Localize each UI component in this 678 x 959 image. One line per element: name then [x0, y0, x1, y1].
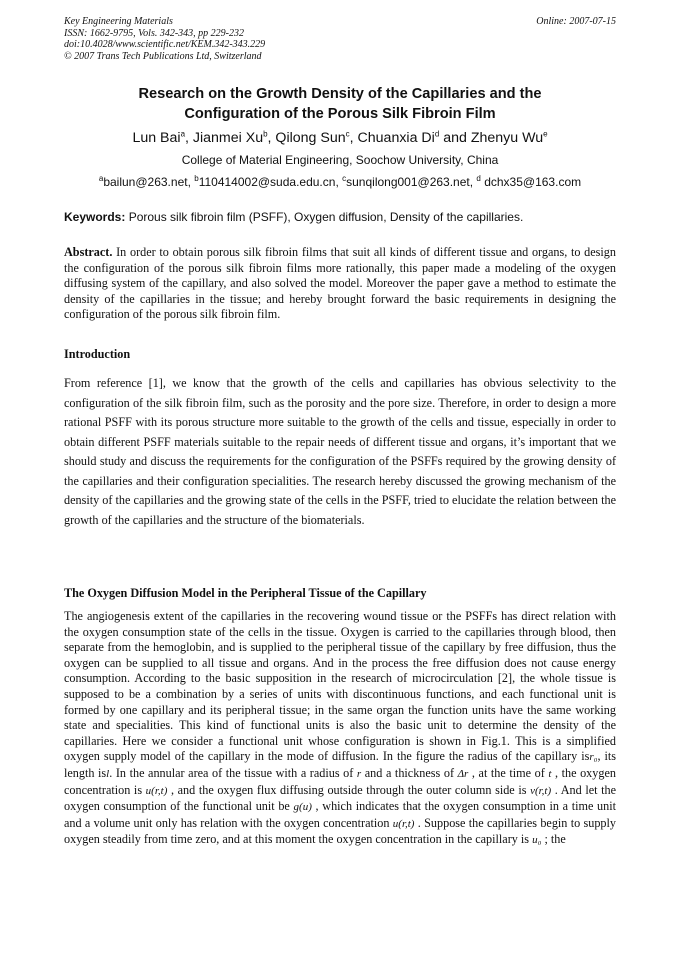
author-name: Lun Bai — [132, 130, 181, 146]
paragraph-text: The angiogenesis extent of the capillaries in the recovering wound tissue or the PSFFs has direct relation with the oxygen consumption state of the cells in the tissue. Oxygen is carried to the capillaries through blood, then separate from the hemoglobin, and is supplied to the peripheral tissue of the capillary by free diffusion, thus the oxygen can be supplied to all tissue and organs. And in the process the free diffusion does not cause energy consumption. According to the basic supposition in the research of microcirculation [2], the whole tissue is supposed to be a combination by a series of units with discontinuous functions, and each functional unit is formed by one capillary and its peripheral tissue; in the same organ the function units have the same working state and specialities. This kind of functional units is also the basic unit to determine the density of the capillaries. Here we consider a functional unit whose configuration is shown in Fig.1. This is a simplified oxygen supply model of the capillary in the mode of diffusion. In the figure the radius of the capillary is — [64, 609, 616, 764]
issn-line: ISSN: 1662-9795, Vols. 342-343, pp 229-232 — [64, 27, 244, 39]
paragraph-text: . Suppose the capillaries begin to supply oxygen steadily from time zero, and at this moment the oxygen concentration in the capillary is — [64, 815, 616, 847]
math-u0: u₀ — [532, 834, 542, 847]
paragraph-text: ; the — [541, 832, 566, 847]
paragraph-text: . And let the oxygen consumption of the functional unit be — [64, 782, 616, 814]
online-date: Online: 2007-07-15 — [536, 16, 616, 27]
math-delta-r: Δr — [457, 767, 469, 780]
math-r0: r₀ — [589, 751, 598, 764]
journal-header — [64, 16, 616, 62]
paragraph-text: , the oxygen concentration is — [64, 765, 616, 797]
copyright-line: © 2007 Trans Tech Publications Ltd, Switzerland — [64, 50, 262, 62]
email-mark: c — [342, 174, 347, 183]
abstract-text: In order to obtain porous silk fibroin films that suit all kinds of different tissue and organs, to design the configuration of the porous silk fibroin films more rationally, this paper made a modeling of the oxygen diffusing system of the capillary, and also solved the model. Moreover the paper gave a method to estimate the density of the capillaries in the tissue; and hereby brought forward the basic requirements in designing the configuration of the porous silk fibroin film. — [64, 245, 616, 322]
paragraph-text: , and the oxygen flux diffusing outside through the outer column side is — [167, 782, 531, 797]
author-name: , Chuanxia Di — [349, 130, 435, 146]
author-mark: d — [434, 129, 440, 139]
email-address: 110414002@suda.edu.cn, — [198, 175, 343, 189]
email-address: sunqilong001@263.net, — [346, 175, 477, 189]
oxygen-section-heading: The Oxygen Diffusion Model in the Peripheral Tissue of the Capillary — [64, 586, 427, 600]
oxygen-paragraph — [64, 609, 616, 849]
abstract-label: Abstract. — [64, 245, 113, 259]
doi-line: doi:10.4028/www.scientific.net/KEM.342-343.229 — [64, 39, 266, 50]
math-r: r — [356, 767, 362, 780]
affiliation: College of Material Engineering, Soochow University, China — [181, 153, 499, 167]
author-mark: c — [345, 129, 350, 139]
email-address: bailun@263.net, — [103, 175, 195, 189]
math-v-rt: v(r,t) — [530, 784, 552, 797]
author-name: , Jianmei Xu — [185, 130, 264, 146]
title-line-1: Research on the Growth Density of the Capillaries and the — [138, 86, 542, 102]
paragraph-text: and a thickness of — [361, 765, 458, 780]
email-mark: a — [98, 174, 104, 183]
paragraph-text: , at the time of — [468, 765, 549, 780]
author-mark: e — [543, 129, 548, 139]
journal-name: Key Engineering Materials — [64, 16, 173, 27]
author-name: and Zhenyu Wu — [439, 130, 544, 146]
math-g-u: g(u) — [293, 801, 312, 814]
math-t: t — [548, 767, 552, 780]
keywords — [64, 209, 616, 225]
paragraph-text: , its length is — [64, 749, 617, 780]
author-list — [64, 129, 616, 147]
paragraph-text: , which indicates that the oxygen consumption in a time unit and a volume unit only has relation with the oxygen concentration — [64, 799, 617, 830]
author-mark: b — [263, 129, 268, 139]
email-address: dchx35@163.com — [480, 175, 582, 189]
math-l: l — [106, 767, 110, 780]
keywords-text: Porous silk fibroin film (PSFF), Oxygen diffusion, Density of the capillaries. — [125, 210, 524, 224]
author-emails — [64, 174, 616, 190]
keywords-label: Keywords: — [64, 210, 126, 224]
email-mark: b — [194, 174, 199, 183]
math-u-rt: u(r,t) — [145, 784, 168, 797]
introduction-text: From reference [1], we know that the growth of the cells and capillaries has obvious selectivity to the configuration of the silk fibroin film, such as the porosity and the pore size. Therefore, in order to design a more rational PSFF with its porous structure more suitable to the growth of the cells and tissue, especially in order to obtain different PSFF materials suitable to the repair needs of different tissue and organs, it’s important that we should study and discuss the requirements for the configuration of the PSFFs required by the growing density of the capillaries and their configuration specialities. The research hereby discussed the growing mechanism of the density of the capillaries and the growing state of the cells in the PSFF, tried to elucidate the relation between the growth of the capillaries and the structure of the biomaterials. — [64, 376, 616, 527]
paper-title — [64, 84, 616, 124]
author-mark: a — [180, 129, 186, 139]
introduction-heading: Introduction — [64, 347, 131, 361]
math-u-rt: u(r,t) — [392, 817, 415, 830]
abstract — [64, 245, 616, 323]
author-name: , Qilong Sun — [267, 130, 346, 146]
paragraph-text: . In the annular area of the tissue with a radius of — [109, 765, 357, 780]
title-line-2: Configuration of the Porous Silk Fibroin Film — [184, 106, 496, 122]
email-mark: d — [476, 174, 481, 183]
